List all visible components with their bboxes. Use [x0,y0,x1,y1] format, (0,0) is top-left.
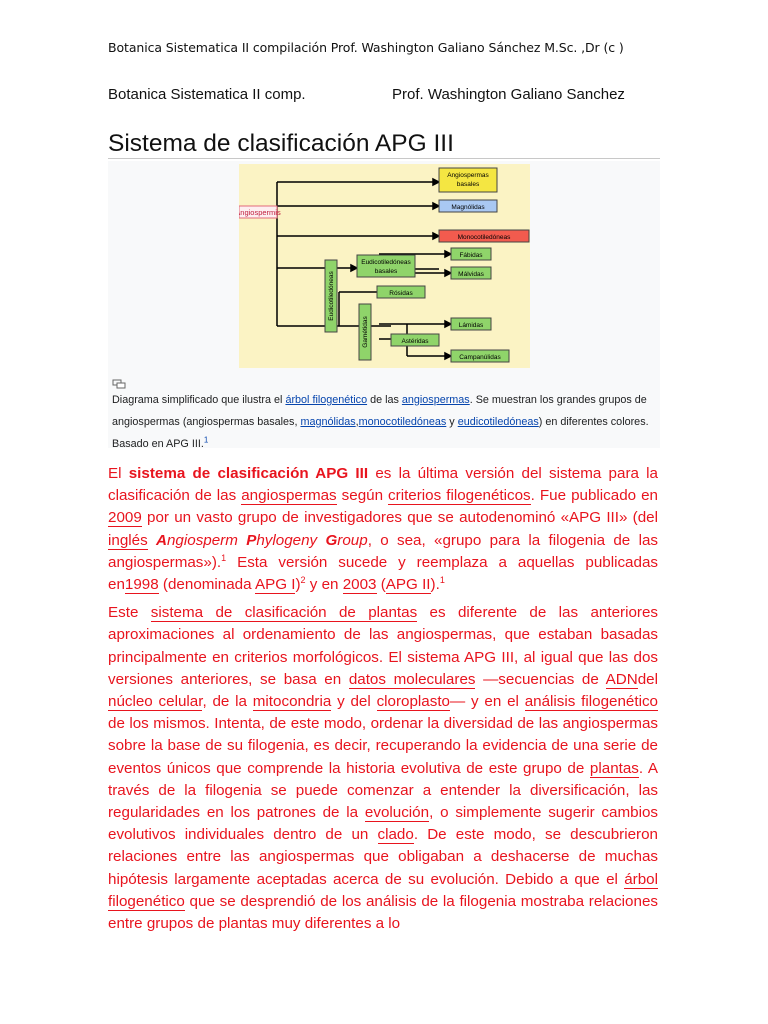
caption-link-angiospermas[interactable]: angiospermas [401,394,470,406]
text: Este [108,604,151,622]
link-sistema-clasificacion-plantas[interactable]: sistema de clasificación de plantas [150,604,418,622]
lamidas-label: Lámidas [458,322,484,329]
campanulidas-label: Campanúlidas [459,354,501,361]
initial-p: P [246,531,257,549]
author-name: Prof. Washington Galiano Sanchez [392,86,625,103]
link-criterios-filogeneticos[interactable]: criterios filogenéticos [388,487,531,505]
text: y del [331,693,377,711]
text: , o simplemente sugerir cambios evolutivos individuales dentro de un [108,804,658,844]
link-nucleo-celular[interactable]: núcleo celular [108,693,203,711]
bold-term: sistema de clasificación APG III [128,465,369,482]
text: — y en el [450,693,525,711]
link-evolucion[interactable]: evolución [364,804,430,822]
text: ngiosperm [166,531,247,549]
malvidas-label: Málvidas [458,271,484,278]
link-apg-ii[interactable]: APG II [385,576,431,594]
text: que se desprendió de los análisis de la filogenia mostraba relaciones entre grupos de plantas muy diferentes a lo [108,892,658,933]
text: . Fue publicado en [530,487,658,505]
text: ). [430,576,440,594]
text: según [336,487,389,505]
text: . A través de la filogenia se puede comenzar a entender la diversificación, las regularidades en los patrones de la [108,759,659,822]
link-apg-i[interactable]: APG I [254,576,296,594]
link-mitocondria[interactable]: mitocondria [252,693,332,711]
caption-text: y [446,416,458,428]
link-datos-moleculares[interactable]: datos moleculares [348,670,476,688]
rosidas-label: Rósidas [389,290,413,297]
text: por un vasto grupo de investigadores que se autodenominó «APG III» (del [141,509,658,527]
text: , de la [202,693,253,711]
figure-caption [112,389,656,455]
caption-link-arbol[interactable]: árbol filogenético [285,394,368,406]
eudicot-basales-label: Eudicotiledóneas [361,259,411,266]
text: hylogeny [256,531,326,549]
text: es diferente de las anteriores aproximaciones al ordenamiento de las angiospermas, que estaban basadas principalmente en criterios morfológicos. El sistema APG III, al igual que las dos versiones anteriores, se basa en [108,604,658,688]
running-header: Botanica Sistematica II compilación Prof. Washington Galiano Sánchez M.Sc. ,Dr (c ) [108,40,624,55]
text: , o sea, «grupo para la filogenia de las angiospermas»). [108,531,658,571]
text: es la última versión del sistema para la clasificación de las [108,465,658,505]
text: de los mismos. Intenta, de este modo, ordenar la diversidad de las angiospermas sobre la base de su filogenia, es decir, recuperando la evidencia de una serie de eventos únicos que comprende la historia evolutiva de este grupo de [108,715,658,777]
text: Esta versión sucede y reemplaza a aquellas publicadas en [108,553,658,594]
apg-expansion [156,532,368,549]
reference-2[interactable]: 2 [300,574,306,585]
paragraph-1 [108,463,658,596]
text: —secuencias de [475,670,606,688]
gamete-vertical-label: Gamétidas [362,316,369,348]
link-2003[interactable]: 2003 [342,576,377,594]
text: . De este modo, se descubrieron relaciones entre las angiospermas que obligaban a deshacerse de muchas hipótesis largamente aceptadas acerca de su evolución. Debido a que el [108,826,658,888]
caption-reference[interactable]: 1 [203,435,209,445]
monocots-label: Monocotiledóneas [457,234,511,241]
sub-header [108,86,668,103]
text: (denominada [158,576,255,594]
page-title: Sistema de clasificación APG III [108,130,454,157]
text: del [637,670,658,688]
caption-text: . Se muestran los grandes grupos de angiospermas (angiospermas basales, [112,394,647,428]
text: y en [305,576,343,594]
caption-text: , [355,416,359,428]
initial-g: G [325,531,338,549]
eudicot-vertical-label: Eudicotiledóneas [328,271,335,321]
title-divider [108,158,660,159]
link-angiospermas[interactable]: angiospermas [241,487,337,505]
reference-1[interactable]: 1 [221,552,227,563]
asteridas-label: Astéridas [401,338,429,345]
course-name: Botanica Sistematica II comp. [108,86,306,103]
link-1998[interactable]: 1998 [124,576,159,594]
link-analisis-filogenetico[interactable]: análisis filogenético [524,693,658,711]
magnolidas-label: Magnólidas [451,204,485,211]
root-label: Angiospermis [239,208,281,217]
link-arbol-filogenetico[interactable]: árbol filogenético [108,870,658,910]
link-cloroplasto[interactable]: cloroplasto [376,693,451,711]
phylogeny-diagram[interactable] [239,164,530,368]
caption-text: Diagrama simplificado que ilustra el [112,394,286,406]
initial-a: A [156,531,167,549]
basales-label-2: basales [456,181,480,188]
text: roup [337,531,368,549]
caption-link-eudicotiledoneas[interactable]: eudicotiledóneas [457,416,539,428]
article-body [108,463,658,941]
text: ( [376,576,386,594]
reference-1b[interactable]: 1 [439,574,445,585]
basales-label: Angiospermas [447,172,489,179]
caption-link-magnolidas[interactable]: magnólidas [300,416,356,428]
caption-text: de las [367,394,402,406]
link-ingles[interactable]: inglés [108,531,148,549]
caption-text: ) en diferentes colores. Basado en APG III. [112,416,649,450]
text: El [108,465,129,482]
link-clado[interactable]: clado [377,826,414,844]
text [148,532,156,549]
link-adn[interactable]: ADN [605,670,638,688]
phylogeny-tree-svg [239,164,530,368]
caption-link-monocotiledoneas[interactable]: monocotiledóneas [358,416,447,428]
link-plantas[interactable]: plantas [589,759,639,777]
paragraph-2 [108,602,658,935]
fabidas-label: Fábidas [459,252,483,259]
text: ) [295,576,301,594]
link-2009[interactable]: 2009 [108,509,142,527]
eudicot-basales-label-2: basales [374,268,398,275]
